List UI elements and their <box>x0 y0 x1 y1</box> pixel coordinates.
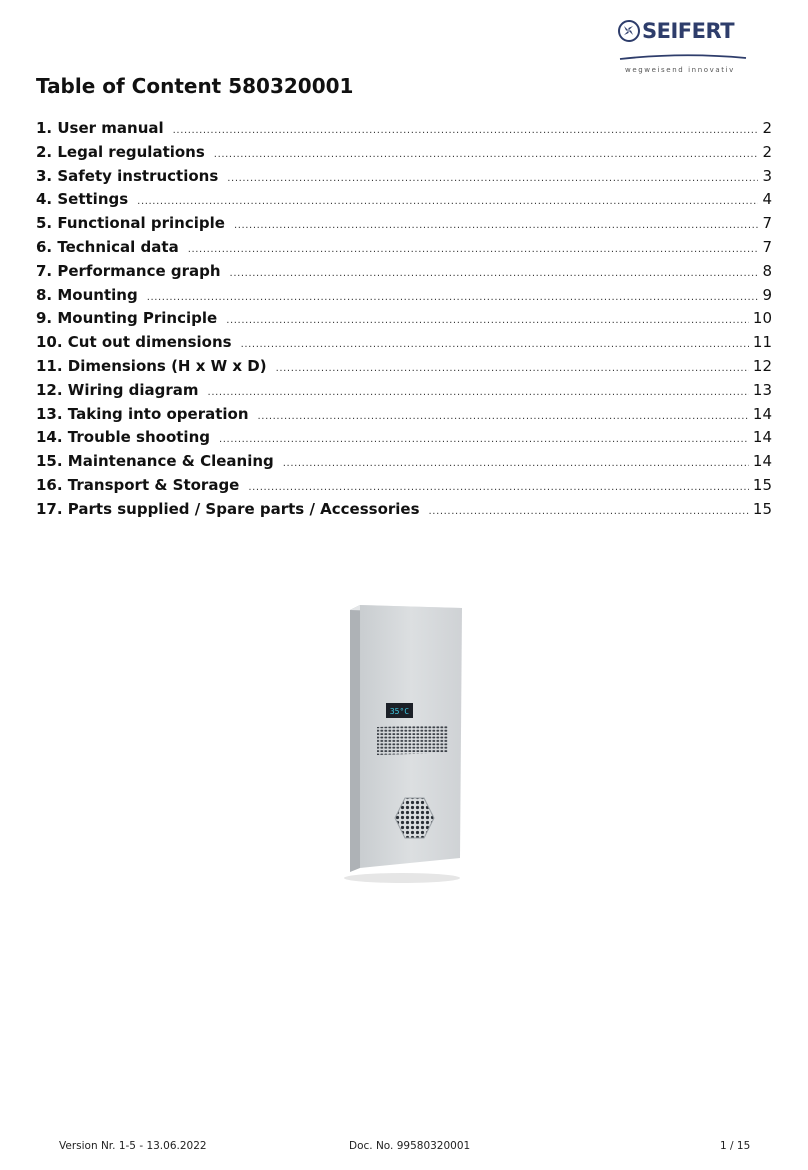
toc-entry-page: 11 <box>752 333 772 352</box>
toc-entry[interactable] <box>36 119 772 143</box>
footer-page-number: 1 / 15 <box>720 1140 751 1152</box>
toc-entry-page: 8 <box>762 261 772 280</box>
toc-entry-title: 16. Transport & Storage <box>36 475 240 494</box>
toc-entry-page: 7 <box>762 214 772 233</box>
cooling-unit-illustration <box>340 600 470 885</box>
toc-entry[interactable] <box>36 500 772 524</box>
logo-wordmark: SEIFERT <box>642 19 735 43</box>
toc-entry-title: 10. Cut out dimensions <box>36 333 232 352</box>
toc-leader-dots <box>137 196 758 207</box>
unit-vent-grille <box>377 725 448 755</box>
toc-entry-page: 3 <box>762 166 772 185</box>
toc-entry[interactable] <box>36 238 772 262</box>
toc-entry-page: 14 <box>752 428 772 447</box>
page-title: Table of Content 580320001 <box>36 74 354 98</box>
toc-entry[interactable] <box>36 428 772 452</box>
toc-entry[interactable] <box>36 167 772 191</box>
toc-entry-page: 15 <box>752 499 772 518</box>
toc-entry[interactable] <box>36 309 772 333</box>
toc-entry-title: 15. Maintenance & Cleaning <box>36 452 274 471</box>
toc-entry-title: 1. User manual <box>36 119 164 137</box>
toc-entry-title: 4. Settings <box>36 190 129 209</box>
toc-entry-title: 5. Functional principle <box>36 214 225 233</box>
toc-leader-dots <box>241 339 749 350</box>
toc-leader-dots <box>234 220 759 231</box>
toc-leader-dots <box>173 125 759 136</box>
toc-entry-title: 3. Safety instructions <box>36 166 219 185</box>
toc-entry[interactable] <box>36 286 772 310</box>
toc-entry-page: 9 <box>762 285 772 304</box>
toc-entry-title: 12. Wiring diagram <box>36 380 199 399</box>
toc-leader-dots <box>248 482 749 493</box>
logo-swoosh <box>618 53 748 61</box>
toc-entry-page: 2 <box>762 119 772 137</box>
toc-entry[interactable] <box>36 333 772 357</box>
toc-leader-dots <box>219 434 749 445</box>
toc-entry-title: 9. Mounting Principle <box>36 309 218 328</box>
table-of-contents <box>36 119 772 524</box>
toc-leader-dots <box>188 244 759 255</box>
toc-entry-title: 14. Trouble shooting <box>36 428 210 447</box>
unit-display-temperature: 35°C <box>389 707 410 716</box>
toc-leader-dots <box>226 315 749 326</box>
toc-entry-page: 14 <box>752 404 772 423</box>
toc-entry-page: 4 <box>762 190 772 209</box>
toc-entry[interactable] <box>36 262 772 286</box>
toc-entry-page: 2 <box>762 142 772 161</box>
toc-entry-page: 13 <box>752 380 772 399</box>
toc-entry[interactable] <box>36 214 772 238</box>
toc-leader-dots <box>147 292 759 303</box>
toc-entry[interactable] <box>36 190 772 214</box>
toc-leader-dots <box>276 363 749 374</box>
toc-leader-dots <box>208 387 749 398</box>
toc-entry-page: 12 <box>752 356 772 375</box>
logo-tagline: wegweisend innovativ <box>625 66 735 74</box>
footer-doc-number: Doc. No. 99580320001 <box>349 1140 471 1152</box>
toc-entry-title: 11. Dimensions (H x W x D) <box>36 356 267 375</box>
toc-entry[interactable] <box>36 452 772 476</box>
unit-side <box>350 605 360 872</box>
toc-leader-dots <box>283 458 749 469</box>
toc-entry-page: 14 <box>752 452 772 471</box>
toc-leader-dots <box>230 268 759 279</box>
toc-entry[interactable] <box>36 476 772 500</box>
toc-entry[interactable] <box>36 143 772 167</box>
logo-top <box>618 16 752 46</box>
toc-entry-title: 17. Parts supplied / Spare parts / Accessories <box>36 499 420 518</box>
footer-version: Version Nr. 1-5 - 13.06.2022 <box>59 1140 207 1152</box>
toc-leader-dots <box>227 173 758 184</box>
toc-entry-title: 13. Taking into operation <box>36 404 249 423</box>
toc-entry[interactable] <box>36 357 772 381</box>
logo-mark-icon <box>618 20 640 42</box>
toc-entry-page: 10 <box>752 309 772 328</box>
toc-entry-page: 7 <box>762 237 772 256</box>
logo-propeller-icon <box>621 23 636 38</box>
toc-entry-title: 8. Mounting <box>36 285 138 304</box>
toc-entry[interactable] <box>36 405 772 429</box>
toc-entry-title: 2. Legal regulations <box>36 142 205 161</box>
toc-leader-dots <box>214 149 759 160</box>
toc-leader-dots <box>258 411 749 422</box>
toc-entry-title: 6. Technical data <box>36 237 179 256</box>
company-logo <box>618 16 752 74</box>
toc-leader-dots <box>429 506 749 517</box>
toc-entry[interactable] <box>36 381 772 405</box>
toc-entry-page: 15 <box>752 475 772 494</box>
toc-entry-title: 7. Performance graph <box>36 261 221 280</box>
